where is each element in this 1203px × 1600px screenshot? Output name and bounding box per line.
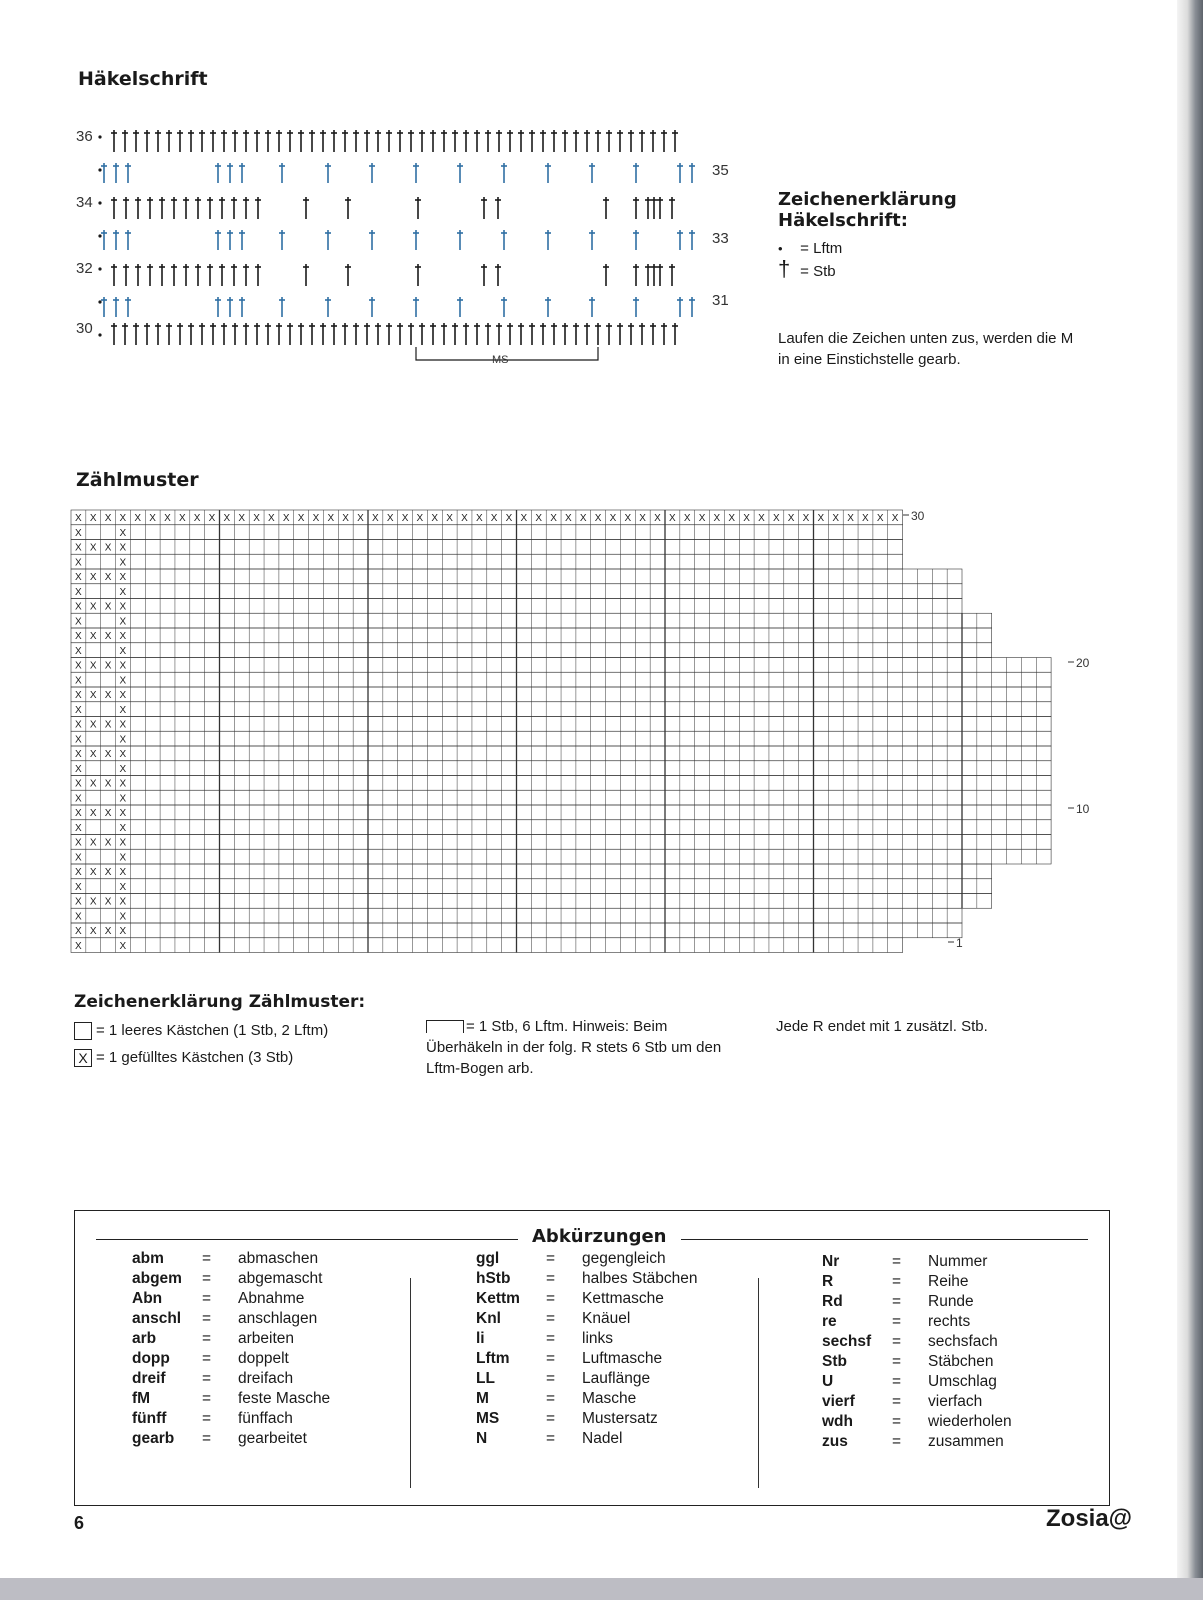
filled-box-mark: X <box>75 660 82 672</box>
abbreviation-equals: = <box>202 1410 212 1427</box>
filled-box-mark: X <box>119 631 127 642</box>
filled-box-mark: X <box>223 513 231 524</box>
filled-box-mark: X <box>119 749 127 760</box>
filled-box-mark: X <box>312 513 320 524</box>
abbreviation-key: Rd <box>822 1293 843 1310</box>
crochet-legend-stb-text: = Stb <box>800 263 836 280</box>
abbreviation-value: arbeiten <box>238 1330 295 1347</box>
filled-box-mark: X <box>75 926 82 937</box>
filled-box-mark: X <box>119 896 127 908</box>
filled-box-mark: X <box>297 513 305 524</box>
filled-box-mark: X <box>89 867 97 878</box>
abbreviation-value: feste Masche <box>238 1390 331 1407</box>
filled-box-mark: X <box>75 852 82 864</box>
abbreviation-key: re <box>822 1313 837 1330</box>
filled-box-mark: X <box>386 513 394 524</box>
filled-box-mark: X <box>104 867 112 878</box>
filled-box-mark: X <box>713 513 721 524</box>
filled-box-mark: X <box>75 793 82 805</box>
abbreviation-value: vierfach <box>928 1393 983 1410</box>
abbreviation-equals: = <box>892 1313 902 1330</box>
filled-box-mark: X <box>75 704 82 716</box>
filled-box-mark: X <box>401 513 409 524</box>
abbreviation-equals: = <box>546 1350 556 1367</box>
filled-box-mark: X <box>75 734 82 746</box>
filled-box-mark: X <box>119 704 127 716</box>
abbreviation-key: hStb <box>476 1270 511 1287</box>
abbreviation-key: anschl <box>132 1310 182 1327</box>
row-number-left: 34 <box>76 194 93 211</box>
abbreviation-value: Mustersatz <box>582 1410 658 1427</box>
filled-box-mark: X <box>75 778 82 790</box>
filled-box-mark: X <box>654 513 661 524</box>
chain-dot <box>98 234 101 237</box>
abbreviation-value: Kettmasche <box>582 1290 664 1307</box>
chart-row-label: 10 <box>1076 802 1090 816</box>
abbreviation-key: U <box>822 1373 834 1390</box>
abbreviation-equals: = <box>892 1393 902 1410</box>
abbreviation-value: rechts <box>928 1313 971 1330</box>
abbreviation-equals: = <box>892 1433 902 1450</box>
filled-box-mark: X <box>75 881 82 893</box>
filled-box-mark: X <box>431 513 439 524</box>
filled-box-mark: X <box>357 513 364 524</box>
abbreviation-key: sechsf <box>822 1333 872 1350</box>
abbreviation-value: abgemascht <box>238 1270 323 1287</box>
abbreviation-value: dreifach <box>238 1370 294 1387</box>
count-legend-empty-text: = 1 leeres Kästchen (1 Stb, 2 Lftm) <box>96 1022 329 1039</box>
filled-box-mark: X <box>119 852 127 864</box>
count-legend-filled-text: = 1 gefülltes Kästchen (3 Stb) <box>96 1049 294 1066</box>
abbreviation-key: fünff <box>132 1410 167 1427</box>
filled-box-mark: X <box>75 837 82 849</box>
filet-chart <box>66 505 1116 960</box>
filled-box-mark: X <box>89 601 97 613</box>
abbreviation-value: Runde <box>928 1293 974 1310</box>
filled-box-mark: X <box>119 572 127 583</box>
filled-box-mark: X <box>119 881 127 893</box>
filled-box-mark: X <box>253 513 260 524</box>
filled-box-mark: X <box>119 616 127 628</box>
filled-box-mark: X <box>119 734 127 746</box>
abbreviation-equals: = <box>202 1270 212 1287</box>
row-number-right: 33 <box>712 230 729 247</box>
filled-box-mark: X <box>75 586 82 598</box>
filled-box-mark: X <box>89 660 97 672</box>
filled-box-mark: X <box>75 572 82 583</box>
abbreviation-key: arb <box>132 1330 157 1347</box>
filled-box-mark: X <box>119 527 127 539</box>
chart-row-label: 30 <box>911 509 925 523</box>
chain-dot <box>98 135 101 138</box>
filled-box-mark: X <box>119 837 127 849</box>
count-legend-bracket: = 1 Stb, 6 Lftm. Hinweis: Beim Überhäkeln in der folg. R stets 6 Stb um den Lftm-Bogen arb. <box>426 1018 722 1077</box>
abbreviation-key: Lftm <box>476 1350 510 1367</box>
abbreviation-key: fM <box>132 1390 151 1407</box>
abbreviation-key: abm <box>132 1250 164 1267</box>
filled-box-mark: X <box>75 763 82 775</box>
filled-box-mark: X <box>119 690 127 701</box>
filled-box-mark: X <box>75 867 82 878</box>
filled-box-mark: X <box>75 911 82 923</box>
filled-box-mark: X <box>134 513 142 524</box>
filled-box-mark: X <box>208 513 216 524</box>
filled-box-mark: X <box>876 513 884 524</box>
filled-box-mark: X <box>535 513 543 524</box>
filled-box-mark: X <box>89 837 97 849</box>
filled-box-mark: X <box>624 513 632 524</box>
filled-box-mark: X <box>520 513 528 524</box>
chart-row-label: 1 <box>956 936 963 950</box>
abbreviations-divider-2 <box>758 1278 759 1488</box>
filled-box-mark: X <box>817 513 825 524</box>
filled-box-mark: X <box>75 896 82 908</box>
abbreviation-value: Stäbchen <box>928 1353 994 1370</box>
abbreviation-value: links <box>582 1330 614 1347</box>
abbreviation-key: N <box>476 1430 488 1447</box>
filled-box-mark: X <box>772 513 780 524</box>
chain-dot-icon: • <box>778 241 783 256</box>
page-binding-edge <box>1177 0 1203 1600</box>
filled-box-mark: X <box>75 675 82 687</box>
filled-box-mark: X <box>639 513 646 524</box>
filled-box-mark: X <box>743 513 750 524</box>
filled-box-mark: X <box>164 513 171 524</box>
filled-box-mark: X <box>75 645 82 657</box>
abbreviation-key: LL <box>476 1370 495 1387</box>
abbreviation-value: halbes Stäbchen <box>582 1270 698 1287</box>
abbreviation-value: Luftmasche <box>582 1350 663 1367</box>
filled-box-mark: X <box>698 513 706 524</box>
filled-box-mark: X <box>104 690 112 701</box>
abbreviation-key: abgem <box>132 1270 182 1287</box>
abbreviation-value: gegengleich <box>582 1250 666 1267</box>
filled-box-mark: X <box>104 513 112 524</box>
abbreviation-equals: = <box>546 1270 556 1287</box>
abbreviation-equals: = <box>546 1370 556 1387</box>
filled-box-mark: X <box>104 926 112 937</box>
filled-box-mark: X <box>119 557 127 569</box>
filled-box-mark: X <box>89 896 97 908</box>
filled-box-mark: X <box>104 542 112 554</box>
filled-box-mark: X <box>149 513 156 524</box>
abbreviation-equals: = <box>202 1350 212 1367</box>
filled-box-mark: X <box>75 719 82 731</box>
filled-box-mark: X <box>119 542 127 554</box>
abbreviation-key: Knl <box>476 1310 501 1327</box>
count-legend-title: Zeichenerklärung Zählmuster: <box>74 992 366 1012</box>
abbreviation-equals: = <box>546 1250 556 1267</box>
chart-row-label: 20 <box>1076 656 1090 670</box>
abbreviations-title: Abkürzungen <box>518 1226 681 1247</box>
filled-box-mark: X <box>89 690 97 701</box>
page-number: 6 <box>74 1513 85 1533</box>
scan-bottom-edge <box>0 1578 1203 1600</box>
filled-box-mark: X <box>89 926 97 937</box>
abbreviation-value: gearbeitet <box>238 1430 307 1447</box>
abbreviation-value: Reihe <box>928 1273 969 1290</box>
chain-dot <box>98 333 101 336</box>
filled-box-mark: X <box>461 513 468 524</box>
abbreviation-equals: = <box>202 1390 212 1407</box>
filled-box-mark: X <box>119 513 127 524</box>
filled-box-mark: X <box>891 513 899 524</box>
filled-box-mark: X <box>75 542 82 554</box>
filled-box-mark: X <box>193 513 201 524</box>
filled-box-mark: X <box>119 822 127 834</box>
filled-box-mark: X <box>178 513 186 524</box>
filled-box-mark: X <box>505 513 513 524</box>
filled-box-mark: X <box>75 557 82 569</box>
haekelschrift-heading: Häkelschrift <box>78 68 208 90</box>
chain-dot <box>98 201 101 204</box>
count-legend-filled <box>74 1047 293 1068</box>
filled-box-mark: X <box>104 749 112 760</box>
filled-box-mark: X <box>847 513 854 524</box>
abbreviation-key: Kettm <box>476 1290 520 1307</box>
abbreviation-equals: = <box>546 1290 556 1307</box>
filled-box-mark: X <box>104 572 112 583</box>
filled-box-mark: X <box>327 513 335 524</box>
filled-box-mark: X <box>75 513 82 524</box>
crochet-legend-lftm-text: = Lftm <box>800 240 843 257</box>
row-number-right: 31 <box>712 292 729 309</box>
abbreviation-value: fünffach <box>238 1410 293 1427</box>
filled-box-mark: X <box>89 572 97 583</box>
filled-box-mark: X <box>104 660 112 672</box>
abbreviation-equals: = <box>546 1330 556 1347</box>
crochet-legend-title <box>778 189 957 231</box>
abbreviation-equals: = <box>892 1253 902 1270</box>
abbreviation-equals: = <box>202 1250 212 1267</box>
abbreviation-value: anschlagen <box>238 1310 318 1327</box>
abbreviation-value: wiederholen <box>928 1413 1012 1430</box>
filled-box-mark: X <box>490 513 498 524</box>
abbreviation-key: vierf <box>822 1393 855 1410</box>
crochet-diagram <box>70 125 750 375</box>
filled-box-mark: X <box>862 513 869 524</box>
filled-box-mark: X <box>669 513 676 524</box>
filled-box-mark: X <box>119 808 127 819</box>
abbreviation-equals: = <box>202 1330 212 1347</box>
count-legend-empty <box>74 1020 328 1041</box>
filled-box-mark: X <box>89 631 97 642</box>
filled-box-mark: X <box>550 513 557 524</box>
zaehlmuster-heading: Zählmuster <box>76 469 199 491</box>
filled-box-mark: X <box>446 513 453 524</box>
abbreviation-value: doppelt <box>238 1350 289 1367</box>
filled-box-mark: X <box>802 513 810 524</box>
filled-box-icon: X <box>74 1049 92 1067</box>
abbreviation-equals: = <box>892 1373 902 1390</box>
abbreviation-equals: = <box>202 1290 212 1307</box>
filled-box-mark: X <box>75 631 82 642</box>
abbreviation-value: Umschlag <box>928 1373 997 1390</box>
abbreviation-key: dopp <box>132 1350 170 1367</box>
abbreviation-equals: = <box>892 1333 902 1350</box>
filled-box-mark: X <box>609 513 617 524</box>
filled-box-mark: X <box>268 513 275 524</box>
chain-dot <box>98 300 101 303</box>
abbreviation-equals: = <box>546 1310 556 1327</box>
abbreviation-key: gearb <box>132 1430 175 1447</box>
abbreviation-value: Knäuel <box>582 1310 631 1327</box>
empty-box-icon <box>74 1022 92 1040</box>
crochet-legend-title-line2: Häkelschrift: <box>778 210 908 231</box>
abbreviation-value: Abnahme <box>238 1290 305 1307</box>
signature-watermark: Zosia@ <box>1046 1505 1133 1532</box>
abbreviation-equals: = <box>546 1390 556 1407</box>
filled-box-mark: X <box>89 719 97 731</box>
filled-box-mark: X <box>416 513 424 524</box>
filled-box-mark: X <box>119 911 127 923</box>
filled-box-mark: X <box>89 513 97 524</box>
row-number-left: 36 <box>76 128 93 145</box>
filled-box-mark: X <box>238 513 246 524</box>
abbreviation-value: Nummer <box>928 1253 988 1270</box>
filled-box-mark: X <box>75 822 82 834</box>
abbreviation-key: Nr <box>822 1253 840 1270</box>
filled-box-mark: X <box>89 778 97 790</box>
abbreviation-equals: = <box>546 1430 556 1447</box>
filled-box-mark: X <box>372 513 379 524</box>
filled-box-mark: X <box>832 513 840 524</box>
abbreviation-value: abmaschen <box>238 1250 319 1267</box>
abbreviation-equals: = <box>892 1413 902 1430</box>
abbreviation-value: Nadel <box>582 1430 623 1447</box>
filled-box-mark: X <box>75 940 82 952</box>
filled-box-mark: X <box>282 513 290 524</box>
crochet-legend-title-line1: Zeichenerklärung <box>778 189 957 210</box>
filled-box-mark: X <box>119 719 127 731</box>
filled-box-mark: X <box>758 513 765 524</box>
filled-box-mark: X <box>683 513 691 524</box>
chain-dot <box>98 168 101 171</box>
filled-box-mark: X <box>104 601 112 613</box>
abbreviation-key: Abn <box>132 1290 163 1307</box>
filled-box-mark: X <box>119 675 127 687</box>
abbreviation-equals: = <box>202 1370 212 1387</box>
abbreviation-key: R <box>822 1273 834 1290</box>
filled-box-mark: X <box>104 719 112 731</box>
filled-box-mark: X <box>565 513 572 524</box>
filled-box-mark: X <box>119 867 127 878</box>
crochet-legend-item-stb <box>778 258 836 282</box>
filled-box-mark: X <box>119 940 127 952</box>
abbreviation-equals: = <box>202 1430 212 1447</box>
abbreviations-divider-1 <box>410 1278 411 1488</box>
filled-box-mark: X <box>75 690 82 701</box>
abbreviation-key: MS <box>476 1410 500 1427</box>
abbreviation-key: dreif <box>132 1370 166 1387</box>
filled-box-mark: X <box>119 645 127 657</box>
filled-box-mark: X <box>104 778 112 790</box>
abbreviation-equals: = <box>202 1310 212 1327</box>
filled-box-mark: X <box>104 837 112 849</box>
abbreviation-equals: = <box>892 1293 902 1310</box>
filled-box-mark: X <box>89 808 97 819</box>
filled-box-mark: X <box>75 808 82 819</box>
filled-box-mark: X <box>119 778 127 790</box>
filled-box-mark: X <box>119 763 127 775</box>
chain-dot <box>98 267 101 270</box>
filled-box-mark: X <box>594 513 602 524</box>
filled-box-mark: X <box>787 513 795 524</box>
filled-box-mark: X <box>89 542 97 554</box>
filled-box-mark: X <box>475 513 483 524</box>
row-number-right: 35 <box>712 162 729 179</box>
repeat-label: MS <box>492 354 509 366</box>
double-crochet-icon: † <box>778 256 791 281</box>
filled-box-mark: X <box>75 601 82 613</box>
abbreviation-key: Stb <box>822 1353 847 1370</box>
abbreviation-key: wdh <box>822 1413 853 1430</box>
abbreviation-value: sechsfach <box>928 1333 998 1350</box>
filled-box-mark: X <box>75 527 82 539</box>
abbreviation-key: zus <box>822 1433 848 1450</box>
abbreviation-equals: = <box>892 1273 902 1290</box>
filled-box-mark: X <box>119 926 127 937</box>
crochet-legend-note: Laufen die Zeichen unten zus, werden die M in eine Einstichstelle gearb. <box>778 330 1074 368</box>
filled-box-mark: X <box>89 749 97 760</box>
filled-box-mark: X <box>75 749 82 760</box>
abbreviation-key: ggl <box>476 1250 500 1267</box>
abbreviation-value: Masche <box>582 1390 637 1407</box>
abbreviation-key: li <box>476 1330 485 1347</box>
abbreviation-equals: = <box>546 1410 556 1427</box>
filled-box-mark: X <box>119 601 127 613</box>
filled-box-mark: X <box>104 896 112 908</box>
filled-box-mark: X <box>119 660 127 672</box>
abbreviation-equals: = <box>892 1353 902 1370</box>
filled-box-mark: X <box>104 808 112 819</box>
filled-box-mark: X <box>579 513 587 524</box>
abbreviation-value: zusammen <box>928 1433 1004 1450</box>
filled-box-mark: X <box>75 616 82 628</box>
count-legend-row-note: Jede R endet mit 1 zusätzl. Stb. <box>776 1018 988 1035</box>
filled-box-mark: X <box>342 513 349 524</box>
row-number-left: 32 <box>76 260 93 277</box>
filled-box-mark: X <box>119 793 127 805</box>
abbreviation-value: Lauflänge <box>582 1370 651 1387</box>
filled-box-mark: X <box>728 513 736 524</box>
abbreviation-key: M <box>476 1390 489 1407</box>
row-number-left: 30 <box>76 320 93 337</box>
filled-box-mark: X <box>104 631 112 642</box>
filled-box-mark: X <box>119 586 127 598</box>
